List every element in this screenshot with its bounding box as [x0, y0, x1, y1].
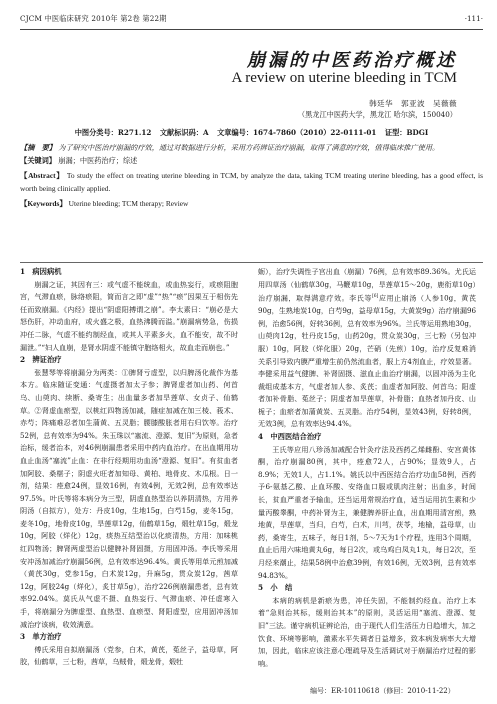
- keywords-en-label: 【Keywords】: [20, 199, 67, 208]
- body-right-column: [258, 266, 476, 670]
- title-english: A review on uterine bleeding in TCM: [231, 70, 457, 86]
- paragraph: 傅氏采用自拟崩漏汤（党参，白术，黄芪，菟丝子，益母草，阿胶，仙鹤草，三七粉，茜草，乌贼骨，煅龙骨，煅牡: [20, 644, 238, 667]
- journal-header: CJCM 中医临床研究 2010年 第2卷 第22期: [20, 14, 167, 23]
- body-left-column: [20, 266, 238, 669]
- article-footer: 编号：ER-10110618（修回：2010-11-22）: [310, 687, 455, 695]
- keywords-cn-text: 崩漏；中医药治疗；综述: [58, 155, 138, 165]
- paragraph: 本病的病机是新瘀为患，冲任失固，不能制约经血。治疗上本着“急则治其标，缓则治其本”的原则，灵活运用“塞流、澄源、复旧”三法。谨守病机证辨论治，由于现代人们生活压力日趋增大，加之饮食、环境等影响，激素水平失调者日益增多，致本病发病率大大增加，因此，临床应该注意心理疏导及生活调试对于崩漏治疗过程的影响。: [258, 595, 476, 668]
- title-chinese: 崩漏的中医药治疗概述: [247, 50, 457, 71]
- paragraph: 崩漏之证，其因有三：或气虚不能统血，或血热妄行，或瘀阻胞宫，气滞血瘀，脉络瘀阻，简而言之即“虚”“热”“瘀”因果互于相伤先任而致崩漏。《内经》提出“阴虚阳搏谓之崩”。李太素曰：“崩必是大怒伤肝，冲动血府，或火盛之极，血热沸腾而溢。”崩漏病势急，伤损冲任二脉，气虚不能约制经血，或其人平素多火，血不能安，故不时漏泄。”“妇人血崩，是肾水阴虚不能镇守胞络相火，故血走而崩也。”: [20, 279, 238, 352]
- paragraph-text: 蛎），治疗失调性子宫出血（崩漏）76例，总有效率89.36%。尤氏运用四草汤（仙鹤草30g，马鞭草10g，旱莲草15～20g，鹿衔草10g）治疗崩漏，取得满意疗效。李氏等: [258, 267, 476, 303]
- divider: [20, 262, 483, 263]
- abstract-en-label: 【Abstract】: [20, 171, 65, 180]
- abstract-cn: [20, 142, 483, 155]
- abstract-cn-text: 为了研究中医治疗崩漏的疗效，通过对数据进行分析，采用方药辨证治疗崩漏，取得了满意的疗效，值得临床推广使用。: [58, 143, 440, 152]
- abstract-block: [20, 142, 483, 211]
- running-header: [20, 11, 483, 30]
- article-meta: [20, 128, 483, 138]
- doi: 证型：BDGI: [384, 128, 429, 137]
- abstract-en-text: To study the effect on treating uterine bleeding in TCM, by analyze the data, taking TCM treating uterine bleeding, has a good effect, is worth being clinically applied.: [20, 171, 483, 193]
- section-heading: 1 病因病机: [20, 267, 62, 276]
- section-heading: 2 辨证治疗: [20, 355, 62, 365]
- paragraph: [258, 266, 476, 431]
- section-heading: 5 小 结: [258, 583, 293, 593]
- page-number: ·111·: [464, 14, 483, 23]
- document-code: 文献标识码：A: [159, 128, 209, 137]
- abstract-cn-label: 【摘 要】: [20, 143, 56, 152]
- abstract-en: [20, 170, 483, 195]
- paragraph: 张慧琴等将崩漏分为两类：①脾肾亏虚型，以归脾汤化裁作为基本方。临床随证变通：气虚摄者加太子参；脾肾虚者加山药、何首乌、山萸肉、续断、桑寄生；出血量多者加旱莲草、女贞子、仙鹤草。②肾虚血瘀型，以桃红四物汤加减，随症加减在加三棱、莪术、赤芍；阵痛难忍者加生蒲黄、五灵脂；腰膝酸胀者用右归饮等。治疗52例，总有效率为94%。朱玉珠以“塞流、澄源、复旧”为原则，急者治标，缓者治本，对46例崩漏患者采用中药内血治疗。在出血期用功血止血汤“塞流”止血：在非行经期用功血汤“澄源、复旧”。有贫血者加阿胶、桑椹子；阴虚火旺者加知母、黄柏、地骨皮、木瓜根。日一剂，结果：痊愈24例，显效16例，有效4例，无效2例，总有效率达97.5%。叶氏等将本病分为三型，阴虚血热型治以养阴清热，方用养阴汤（自拟方），处方：丹皮10g，生地15g，白芍15g，麦冬15g，麦冬10g，地骨皮10g，旱莲草12g，仙鹤草15g，煅牡草15g，煅龙10g，阿胶（烊化）12g，痰热互结型治以化痰清热，方用：加味桃红四物汤；脾肾两虚型治以健脾补肾固摄，方用固冲汤。李氏等采用安冲汤加减治疗崩漏56例，总有效率达96.4%。黄氏等用单元煎加减（黄芪30g，党参15g，白术炭12g，升麻5g，贯众炭12g，茜草12g，阿胶24g（烊化），炙甘草5g），治疗226例崩漏患者，总有效率92.04%。莫氏从气虚不摄、血热妄行、气滞血瘀、冲任虚寒入手，将崩漏分为脾虚型、血热型、血瘀型、肾阳虚型，应用固冲汤加减治疗该病，收效满意。: [20, 367, 238, 629]
- section-heading: 4 中西医结合治疗: [258, 432, 322, 442]
- citation-ref: [6]: [371, 294, 379, 300]
- section-heading: 3 单方治疗: [20, 632, 62, 642]
- paragraph-text: 应用止崩汤（人参10g，黄芪90g，生熟地炭10g，白芍9g，益母草15g，大黄炭9g）治疗崩漏96例，治愈56例，好转36例，总有效率为96%。兰氏等运用熟地30g，山萸肉12g，牡丹皮15g，山药20g，贯众炭30g，三七粉（另包冲服）10g，阿胶（烊化服）20g，芒硝（先煎）10g，治疗反复难消关系引导致内膜严重增生前仍然流血者，服上方4剂血止，疗效显著。李健采用益气健脾、补肾固摄、滋血止血治疗崩漏，以固冲汤为主化裁组成基本方，气虚者加人参、炙芪；血虚者加阿胶、何首乌；阳虚者加补骨脂、菟丝子；阴虚者加旱莲草，补骨脂；血热者加丹皮、山栀子；血瘀者加蒲黄炭、五灵脂。治疗54例，显效43例，好转8例，无效3例，总有效率达94.4%。: [258, 293, 476, 429]
- affiliation: （黑龙江中医药大学，黑龙江 哈尔滨，150040）: [297, 110, 457, 119]
- keywords-en: [20, 198, 483, 211]
- paragraph: 王氏等应用八珍汤加减配合针灸疗法及西药乙烯雌酚、安宫黄体酮，治疗崩漏80例，其中，痊愈72人，占90%；显效9人，占8.9%；无效1人，占1.1%。姚氏以中西医结合治疗功血58例，西药予6-氨基乙酸、止血环酸、安络血口服或肌肉注射；出血多，时间长，贫血严重者予输血，还当运用常规治疗血，适当运用抗生素和少量丙酸睾酮，中药补肾为主，兼健脾养肝止血，出血期用清宫煎，熟地黄，旱莲草，当归，白芍，白术，川芎，茯苓，地榆，益母草，山药，桑寄生，五味子，每日1剂，5～7天为1个疗程，连用3个周期，血止后用六味地黄丸6g，每日2次，或乌鸡白凤丸1丸，每日2次，至月经来潮止，结果58例中治愈39例，有效16例，无效3例，总有效率94.83%。: [258, 444, 476, 580]
- keywords-en-text: Uterine bleeding; TCM therapy; Review: [68, 199, 189, 208]
- article-id: 文章编号：1674-7860（2010）22-0111-01: [217, 128, 377, 137]
- clc-number: 中图分类号：R271.12: [74, 128, 152, 137]
- keywords-cn: [20, 155, 483, 168]
- keywords-cn-label: 【关键词】: [20, 155, 56, 165]
- authors: 韩廷华 郭亚波 吴薇薇: [369, 99, 457, 108]
